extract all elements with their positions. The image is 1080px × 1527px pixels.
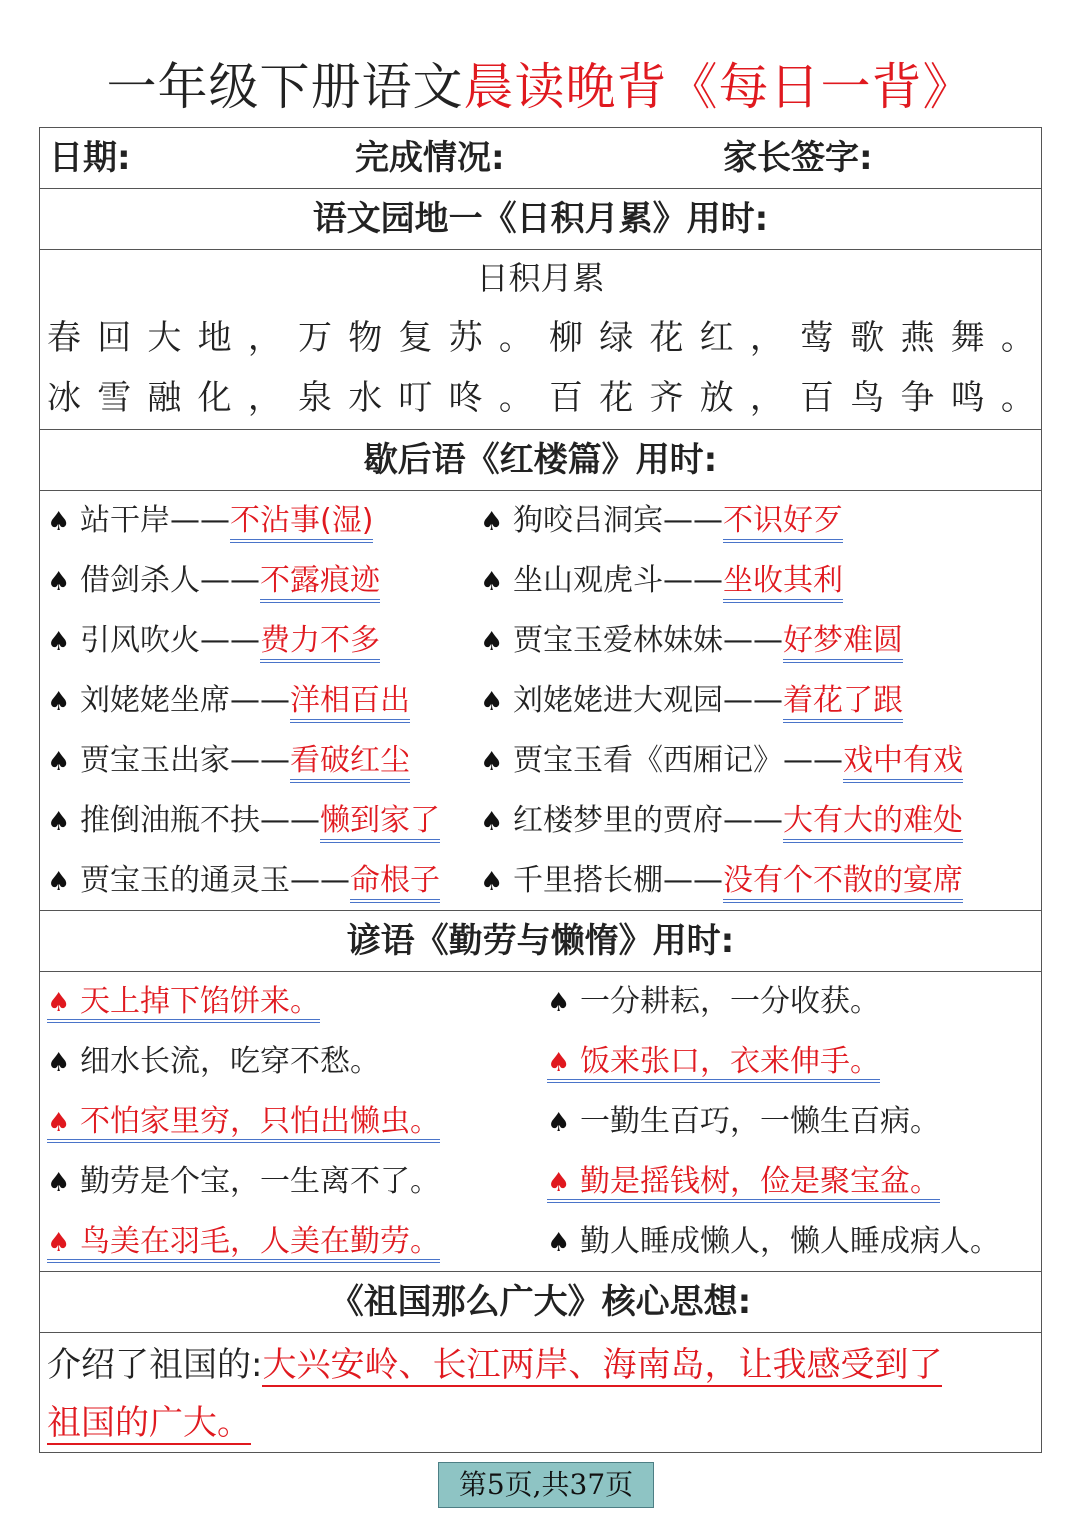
yanyu-item bbox=[547, 1212, 1000, 1272]
xiehouyu-item bbox=[480, 731, 963, 791]
yanyu-item bbox=[47, 1092, 440, 1152]
xiehouyu-question: 刘姥姥坐席—— bbox=[80, 683, 290, 718]
spade-icon: ♠ bbox=[547, 1048, 571, 1078]
poem-char: 春 bbox=[47, 318, 81, 358]
poem-char: 复 bbox=[398, 318, 433, 358]
section-header-core-idea: 《祖国那么广大》核心思想: bbox=[40, 1272, 1041, 1333]
xiehouyu-question: 刘姥姥进大观园—— bbox=[513, 683, 783, 718]
xiehouyu-answer: 好梦难圆 bbox=[783, 623, 903, 663]
poem-char: 。 bbox=[1000, 378, 1035, 418]
poem-char: 融 bbox=[147, 378, 182, 418]
poem-line-2 bbox=[47, 374, 1035, 422]
xiehouyu-question: 千里搭长棚—— bbox=[513, 863, 723, 898]
title-black-part: 一年级下册语文 bbox=[106, 58, 464, 116]
xiehouyu-item bbox=[47, 551, 380, 611]
poem-char: 燕 bbox=[900, 318, 935, 358]
poem-char: 争 bbox=[900, 378, 935, 418]
xiehouyu-item bbox=[480, 551, 843, 611]
spade-icon: ♠ bbox=[547, 1228, 571, 1258]
poem-char: 万 bbox=[298, 318, 333, 358]
spade-icon: ♠ bbox=[480, 807, 504, 837]
poem-char: 叮 bbox=[398, 378, 433, 418]
section-header-yanyu: 谚语《勤劳与懒惰》用时: bbox=[40, 911, 1041, 972]
poem-char: 。 bbox=[1000, 318, 1035, 358]
xiehouyu-list bbox=[40, 491, 1041, 911]
spade-icon: ♠ bbox=[47, 1168, 71, 1198]
poem-char: 百 bbox=[800, 378, 835, 418]
spade-icon: ♠ bbox=[47, 627, 71, 657]
spade-icon: ♠ bbox=[480, 507, 504, 537]
xiehouyu-question: 坐山观虎斗—— bbox=[513, 563, 723, 598]
xiehouyu-question: 引风吹火—— bbox=[80, 623, 260, 658]
core-idea-prefix: 介绍了祖国的: bbox=[47, 1345, 263, 1385]
poem-char: 。 bbox=[498, 318, 533, 358]
poem-char: 绿 bbox=[599, 318, 634, 358]
poem-char: 泉 bbox=[298, 378, 333, 418]
yanyu-text: 一勤生百巧，一懒生百病。 bbox=[580, 1104, 940, 1139]
poem-line-1 bbox=[47, 314, 1035, 362]
page-indicator: 第5页,共37页 bbox=[438, 1462, 654, 1508]
poem-char: 地 bbox=[197, 318, 232, 358]
title-red-part: 晨读晚背《每日一背》 bbox=[463, 58, 974, 116]
xiehouyu-item bbox=[480, 491, 843, 551]
xiehouyu-item bbox=[47, 731, 410, 791]
poem-char: ， bbox=[247, 318, 282, 358]
spade-icon: ♠ bbox=[547, 988, 571, 1018]
status-label: 完成情况: bbox=[355, 138, 505, 178]
xiehouyu-item bbox=[47, 791, 440, 851]
poem-char: 放 bbox=[699, 378, 734, 418]
section-header-rijiyuelei: 语文园地一《日积月累》用时: bbox=[40, 189, 1041, 250]
xiehouyu-answer: 没有个不散的宴席 bbox=[723, 863, 963, 903]
poem-char: 。 bbox=[498, 378, 533, 418]
yanyu-text: 勤劳是个宝，一生离不了。 bbox=[80, 1164, 440, 1199]
worksheet-table bbox=[39, 127, 1042, 1453]
core-idea-answer-2: 祖国的广大。 bbox=[47, 1403, 251, 1443]
xiehouyu-question: 贾宝玉爱林妹妹—— bbox=[513, 623, 783, 658]
yanyu-text: 不怕家里穷，只怕出懒虫。 bbox=[80, 1104, 440, 1139]
poem-char: 咚 bbox=[448, 378, 483, 418]
poem-char: 舞 bbox=[950, 318, 985, 358]
xiehouyu-answer: 不识好歹 bbox=[723, 503, 843, 543]
yanyu-item bbox=[47, 972, 320, 1032]
spade-icon: ♠ bbox=[47, 1108, 71, 1138]
poem-char: 大 bbox=[147, 318, 182, 358]
spade-icon: ♠ bbox=[47, 687, 71, 717]
poem-char: 水 bbox=[348, 378, 383, 418]
xiehouyu-item bbox=[480, 791, 963, 851]
spade-icon: ♠ bbox=[480, 867, 504, 897]
xiehouyu-answer: 费力不多 bbox=[260, 623, 380, 663]
sign-label: 家长签字: bbox=[723, 138, 873, 178]
spade-icon: ♠ bbox=[547, 1168, 571, 1198]
yanyu-item bbox=[47, 1032, 380, 1092]
yanyu-text: 鸟美在羽毛，人美在勤劳。 bbox=[80, 1224, 440, 1259]
xiehouyu-answer: 不露痕迹 bbox=[260, 563, 380, 603]
yanyu-item bbox=[47, 1152, 440, 1212]
xiehouyu-item bbox=[47, 611, 380, 671]
poem-char: ， bbox=[749, 318, 784, 358]
poem-char: 鸟 bbox=[850, 378, 885, 418]
section-header-xiehouyu: 歇后语《红楼篇》用时: bbox=[40, 430, 1041, 491]
poem-title: 日积月累 bbox=[476, 259, 605, 297]
xiehouyu-question: 贾宝玉出家—— bbox=[80, 743, 290, 778]
spade-icon: ♠ bbox=[47, 988, 71, 1018]
xiehouyu-question: 红楼梦里的贾府—— bbox=[513, 803, 783, 838]
spade-icon: ♠ bbox=[47, 747, 71, 777]
poem-char: 化 bbox=[197, 378, 232, 418]
xiehouyu-answer: 大有大的难处 bbox=[783, 803, 963, 843]
info-row bbox=[40, 128, 1041, 189]
page-title bbox=[0, 52, 1080, 122]
poem-char: 物 bbox=[348, 318, 383, 358]
yanyu-list bbox=[40, 972, 1041, 1272]
xiehouyu-question: 借剑杀人—— bbox=[80, 563, 260, 598]
xiehouyu-answer: 着花了跟 bbox=[783, 683, 903, 723]
poem-char: 红 bbox=[699, 318, 734, 358]
spade-icon: ♠ bbox=[480, 627, 504, 657]
xiehouyu-question: 狗咬吕洞宾—— bbox=[513, 503, 723, 538]
spade-icon: ♠ bbox=[480, 687, 504, 717]
yanyu-text: 一分耕耘，一分收获。 bbox=[580, 984, 880, 1019]
spade-icon: ♠ bbox=[547, 1108, 571, 1138]
poem-char: 冰 bbox=[47, 378, 81, 418]
xiehouyu-item bbox=[480, 611, 903, 671]
poem-char: ， bbox=[749, 378, 784, 418]
poem-char: 回 bbox=[97, 318, 132, 358]
xiehouyu-answer: 命根子 bbox=[350, 863, 440, 903]
spade-icon: ♠ bbox=[47, 1228, 71, 1258]
yanyu-item bbox=[547, 1092, 940, 1152]
spade-icon: ♠ bbox=[47, 507, 71, 537]
spade-icon: ♠ bbox=[47, 867, 71, 897]
poem-char: 百 bbox=[549, 378, 584, 418]
poem-char: 花 bbox=[599, 378, 634, 418]
yanyu-item bbox=[547, 1032, 880, 1092]
spade-icon: ♠ bbox=[480, 567, 504, 597]
xiehouyu-question: 推倒油瓶不扶—— bbox=[80, 803, 320, 838]
core-idea-line-2 bbox=[47, 1395, 251, 1451]
xiehouyu-answer: 不沾事(湿) bbox=[230, 503, 373, 543]
xiehouyu-item bbox=[480, 671, 903, 731]
poem-char: 柳 bbox=[549, 318, 584, 358]
xiehouyu-question: 站干岸—— bbox=[80, 503, 230, 538]
date-label: 日期: bbox=[49, 138, 131, 178]
xiehouyu-item bbox=[47, 671, 410, 731]
xiehouyu-answer: 戏中有戏 bbox=[843, 743, 963, 783]
xiehouyu-question: 贾宝玉的通灵玉—— bbox=[80, 863, 350, 898]
yanyu-text: 饭来张口，衣来伸手。 bbox=[580, 1044, 880, 1079]
core-idea-block bbox=[40, 1333, 1041, 1452]
spade-icon: ♠ bbox=[480, 747, 504, 777]
xiehouyu-answer: 懒到家了 bbox=[320, 803, 440, 843]
xiehouyu-item bbox=[47, 851, 440, 911]
poem-char: 雪 bbox=[97, 378, 132, 418]
spade-icon: ♠ bbox=[47, 1048, 71, 1078]
spade-icon: ♠ bbox=[47, 807, 71, 837]
yanyu-text: 勤人睡成懒人，懒人睡成病人。 bbox=[580, 1224, 1000, 1259]
yanyu-text: 细水长流，吃穿不愁。 bbox=[80, 1044, 380, 1079]
yanyu-item bbox=[547, 972, 880, 1032]
xiehouyu-answer: 洋相百出 bbox=[290, 683, 410, 723]
xiehouyu-item bbox=[47, 491, 373, 551]
yanyu-text: 天上掉下馅饼来。 bbox=[80, 984, 320, 1019]
poem-char: 齐 bbox=[649, 378, 684, 418]
xiehouyu-answer: 坐收其利 bbox=[723, 563, 843, 603]
poem-char: ， bbox=[247, 378, 282, 418]
poem-char: 花 bbox=[649, 318, 684, 358]
poem-char: 歌 bbox=[850, 318, 885, 358]
poem-block bbox=[40, 250, 1041, 430]
xiehouyu-answer: 看破红尘 bbox=[290, 743, 410, 783]
poem-char: 鸣 bbox=[950, 378, 985, 418]
poem-char: 苏 bbox=[448, 318, 483, 358]
yanyu-item bbox=[547, 1152, 940, 1212]
xiehouyu-item bbox=[480, 851, 963, 911]
yanyu-text: 勤是摇钱树，俭是聚宝盆。 bbox=[580, 1164, 940, 1199]
poem-char: 莺 bbox=[800, 318, 835, 358]
spade-icon: ♠ bbox=[47, 567, 71, 597]
yanyu-item bbox=[47, 1212, 440, 1272]
xiehouyu-question: 贾宝玉看《西厢记》—— bbox=[513, 743, 843, 778]
core-idea-answer-1: 大兴安岭、长江两岸、海南岛，让我感受到了 bbox=[262, 1345, 943, 1385]
core-idea-line-1 bbox=[47, 1337, 942, 1393]
